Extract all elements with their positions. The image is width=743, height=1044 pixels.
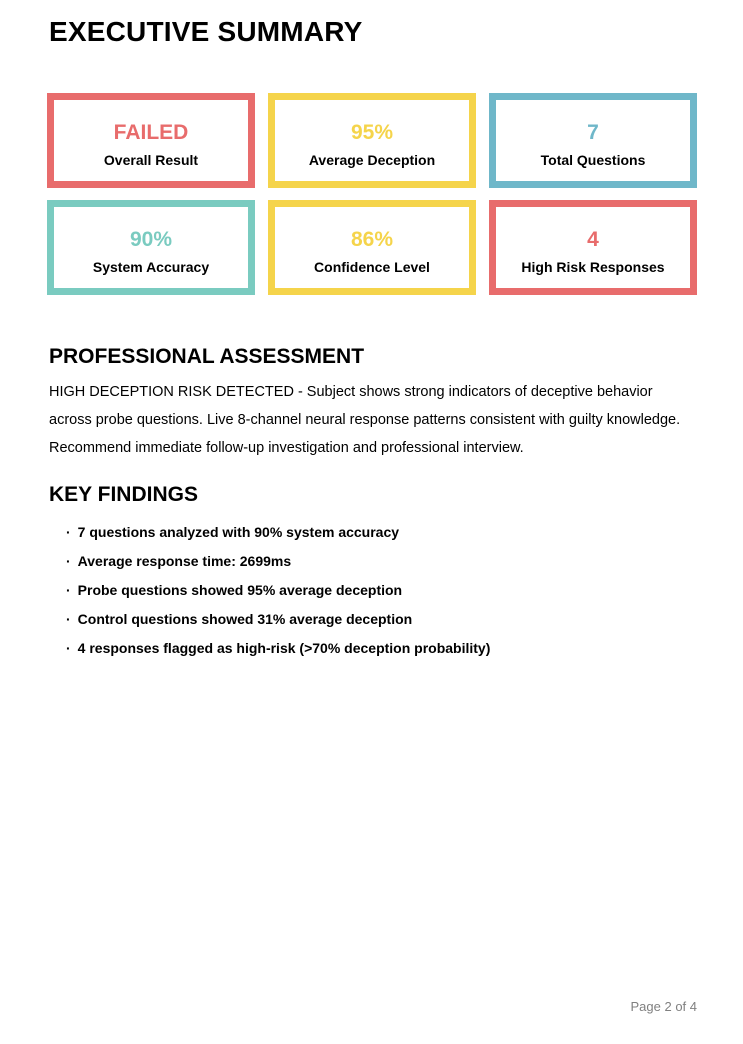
- stat-value: 7: [587, 121, 599, 144]
- key-findings-list: [66, 518, 686, 663]
- stat-card-average-deception: [268, 93, 476, 188]
- stat-label: Average Deception: [308, 152, 436, 168]
- stat-cards-grid: [47, 93, 697, 295]
- stat-value: FAILED: [113, 121, 189, 144]
- stat-card-high-risk-responses: [489, 200, 697, 295]
- stat-card-system-accuracy: [47, 200, 255, 295]
- stat-label: High Risk Responses: [521, 259, 665, 275]
- key-finding-item: · Control questions showed 31% average deception: [66, 605, 686, 634]
- stat-value: 86%: [350, 228, 394, 251]
- stat-value: 4: [587, 228, 599, 251]
- key-findings-heading: KEY FINDINGS: [49, 483, 198, 506]
- key-finding-item: · 4 responses flagged as high-risk (>70% deception probability): [66, 634, 686, 663]
- stat-value: 90%: [129, 228, 173, 251]
- professional-assessment-heading: PROFESSIONAL ASSESSMENT: [49, 345, 365, 368]
- stat-label: Overall Result: [103, 152, 199, 168]
- professional-assessment-body: HIGH DECEPTION RISK DETECTED - Subject shows strong indicators of deceptive behavior across probe questions. Live 8-channel neural response patterns consistent with guilty knowledge. Recommend immediate follow-up investigation and professional interview.: [49, 384, 681, 456]
- stat-label: Total Questions: [540, 152, 646, 168]
- stat-label: Confidence Level: [314, 259, 430, 275]
- stat-value: 95%: [350, 121, 394, 144]
- page-number: Page 2 of 4: [630, 999, 697, 1014]
- stat-card-total-questions: [489, 93, 697, 188]
- stat-card-confidence-level: [268, 200, 476, 295]
- stat-label: System Accuracy: [92, 259, 210, 275]
- stat-card-overall-result: [47, 93, 255, 188]
- key-finding-item: · 7 questions analyzed with 90% system accuracy: [66, 518, 686, 547]
- key-finding-item: · Probe questions showed 95% average deception: [66, 576, 686, 605]
- key-finding-item: · Average response time: 2699ms: [66, 547, 686, 576]
- page-title: EXECUTIVE SUMMARY: [49, 16, 363, 47]
